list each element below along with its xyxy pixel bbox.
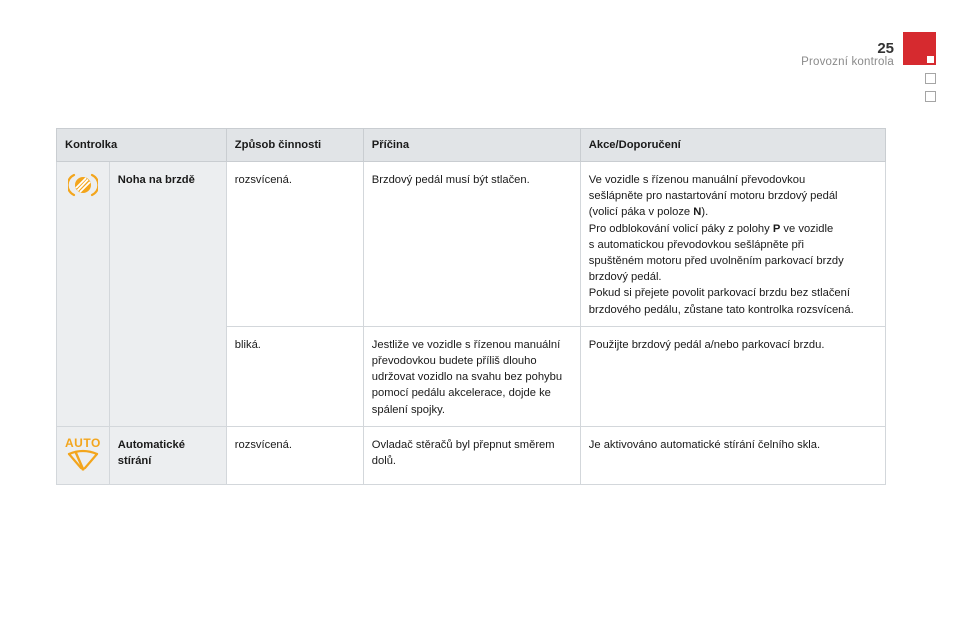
warning-action: Ve vozidle s řízenou manuální převodovkou sešlápněte pro nastartování motoru brzdový pedál (volicí páka v poloze N). Pro odblokování volicí páky z polohy P ve vozidle s automatickou převodovkou sešlápněte při spuštěném motoru před uvolněním parkovací brzdy brzdový pedál. Pokud si přejete povolit parkovací brzdu bez stlačení brzdového pedálu, zůstane tato kontrolka rozsvícená. [580, 162, 885, 327]
page-number: 25 [877, 40, 894, 57]
warning-icon-cell [57, 162, 110, 427]
warning-mode: rozsvícená. [226, 426, 363, 484]
chapter-tab-marker [927, 56, 934, 63]
warning-action: Použijte brzdový pedál a/nebo parkovací brzdu. [580, 326, 885, 426]
warning-action: Je aktivováno automatické stírání čelního skla. [580, 426, 885, 484]
warning-icon-cell [57, 426, 110, 484]
section-title: Provozní kontrola [801, 56, 894, 68]
warning-name: Noha na brzdě [109, 162, 226, 427]
nav-square-2 [925, 91, 936, 102]
table-header-row [57, 129, 886, 162]
warning-cause: Ovladač stěračů byl přepnut směrem dolů. [363, 426, 580, 484]
warning-lights-table [56, 128, 886, 485]
table-row [57, 162, 886, 327]
auto-wiper-icon [65, 437, 101, 476]
column-header-action: Akce/Doporučení [580, 129, 885, 162]
table-row [57, 426, 886, 484]
nav-square-1 [925, 73, 936, 84]
warning-name: Automatické stírání [109, 426, 226, 484]
column-header-mode: Způsob činnosti [226, 129, 363, 162]
warning-mode: bliká. [226, 326, 363, 426]
warning-cause: Jestliže ve vozidle s řízenou manuální převodovkou budete příliš dlouho udržovat vozidlo na svahu bez pohybu pomocí pedálu akcelerace, dojde ke spálení spojky. [363, 326, 580, 426]
auto-label: AUTO [65, 435, 101, 450]
brake-pedal-warning-icon [68, 172, 98, 203]
warning-mode: rozsvícená. [226, 162, 363, 327]
chapter-tab [903, 32, 936, 65]
warning-cause: Brzdový pedál musí být stlačen. [363, 162, 580, 327]
column-header-cause: Příčina [363, 129, 580, 162]
column-header-kontrolka: Kontrolka [57, 129, 227, 162]
